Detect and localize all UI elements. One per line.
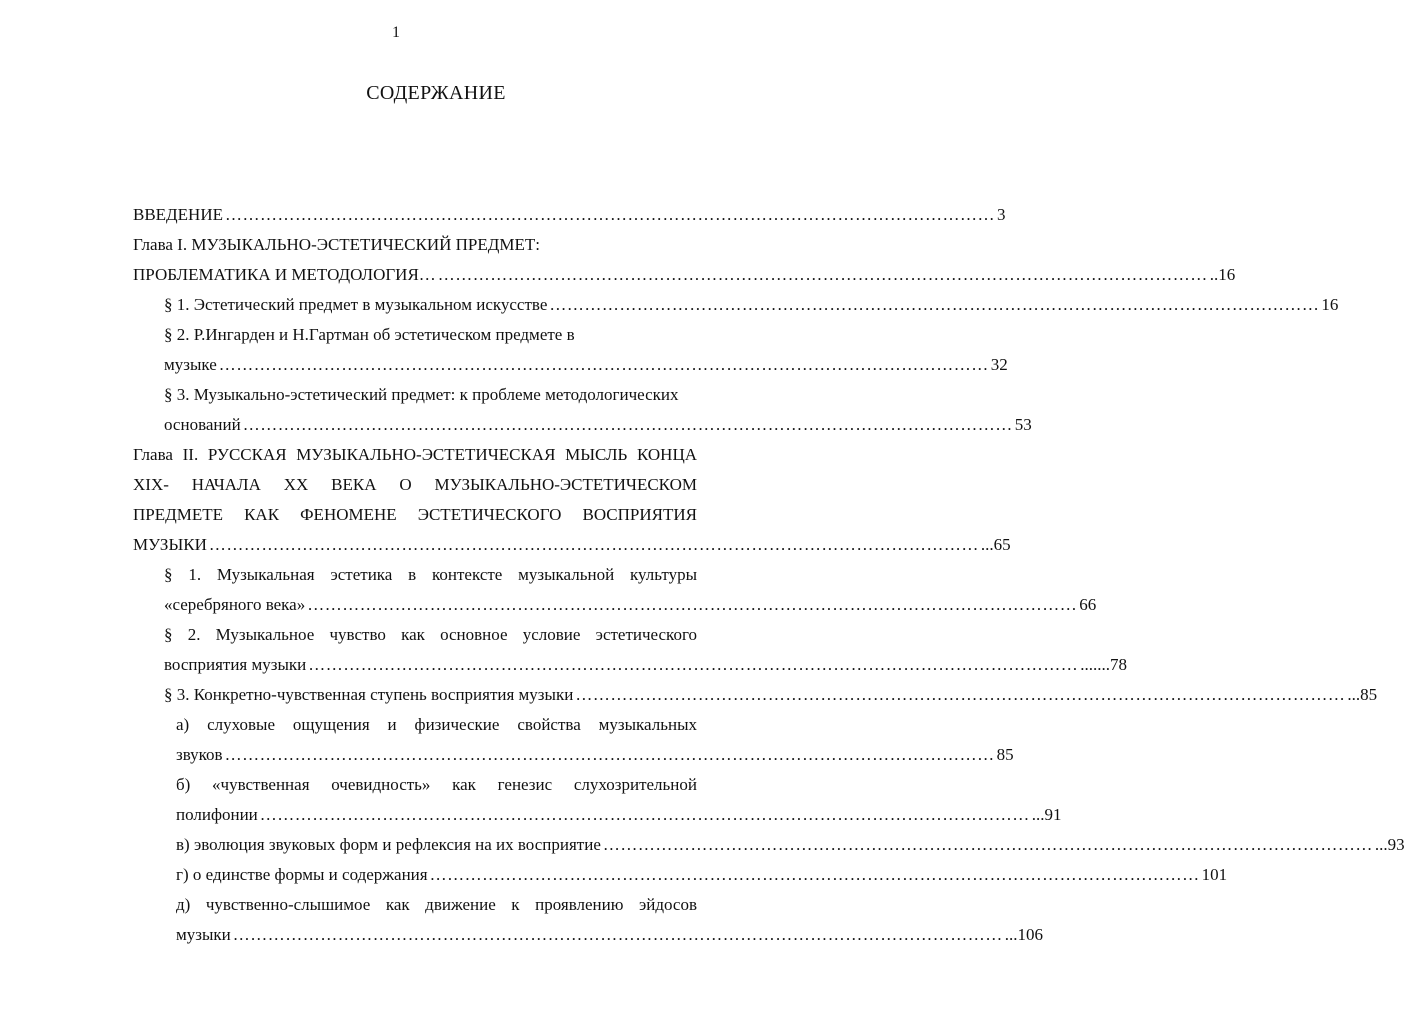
leader-dots: …………………………………………………………………………………………………………………… <box>242 415 1013 434</box>
toc-page-number: ...93 <box>1374 835 1405 854</box>
toc-subsection-g <box>176 860 1228 890</box>
toc-page-number: 66 <box>1079 595 1097 614</box>
toc-entry-text: оснований <box>164 415 241 434</box>
page-number: 1 <box>392 24 400 41</box>
toc-chapter-2-line-3: ПРЕДМЕТЕ КАК ФЕНОМЕНЕ ЭСТЕТИЧЕСКОГО ВОСПРИЯТИЯ <box>133 505 697 524</box>
toc-section-1-3-line-1: § 3. Музыкально-эстетический предмет: к проблеме методологических <box>164 385 679 404</box>
toc-section-1-1 <box>164 290 1339 320</box>
leader-dots: …………………………………………………………………………………………………………………… <box>218 355 989 374</box>
toc-section-1-3-line-2 <box>164 410 1032 440</box>
leader-dots: …………………………………………………………………………………………………………………… <box>259 805 1030 824</box>
leader-dots: …………………………………………………………………………………………………………………… <box>232 925 1003 944</box>
toc-page-number: 101 <box>1201 865 1228 884</box>
toc-chapter-2-line-4 <box>133 530 1011 560</box>
toc-page-number: ...91 <box>1031 805 1062 824</box>
toc-page-number: 16 <box>1321 295 1339 314</box>
toc-page-number: ..16 <box>1209 265 1236 284</box>
toc-subsection-b-line-2 <box>176 800 1062 830</box>
toc-section-1-2-line-2 <box>164 350 1008 380</box>
toc-section-2-1-line-2 <box>164 590 1097 620</box>
toc-entry-intro <box>133 200 1006 230</box>
toc-entry-text: восприятия музыки <box>164 655 307 674</box>
toc-section-2-1-line-1: § 1. Музыкальная эстетика в контексте музыкальной культуры <box>164 565 697 584</box>
toc-entry-text: звуков <box>176 745 223 764</box>
toc-chapter-2-line-2: XIX- НАЧАЛА ХХ ВЕКА О МУЗЫКАЛЬНО-ЭСТЕТИЧЕСКОМ <box>133 475 697 494</box>
leader-dots: …………………………………………………………………………………………………………………… <box>437 265 1208 284</box>
toc-subsection-a-line-2 <box>176 740 1014 770</box>
toc-chapter-1-line-2 <box>133 260 1236 290</box>
toc-section-1-2-line-1: § 2. Р.Ингарден и Н.Гартман об эстетическом предмете в <box>164 325 575 344</box>
toc-entry-text: музыки <box>176 925 231 944</box>
toc-subsection-v <box>176 830 1405 860</box>
toc-section-2-3 <box>164 680 1378 710</box>
toc-section-2-2-line-2 <box>164 650 1127 680</box>
leader-dots: …………………………………………………………………………………………………………………… <box>575 685 1346 704</box>
toc-subsection-d-line-1: д) чувственно-слышимое как движение к проявлению эйдосов <box>176 895 697 914</box>
toc-subsection-d-line-2 <box>176 920 1044 950</box>
toc-page-number: 3 <box>996 205 1006 224</box>
toc-page-number: ...106 <box>1004 925 1044 944</box>
leader-dots: …………………………………………………………………………………………………………………… <box>208 535 979 554</box>
toc-entry-text: в) эволюция звуковых форм и рефлексия на их восприятие <box>176 835 601 854</box>
toc-entry-text: г) о единстве формы и содержания <box>176 865 428 884</box>
toc-entry-text: ПРОБЛЕМАТИКА И МЕТОДОЛОГИЯ… <box>133 265 436 284</box>
toc-page-number: 53 <box>1014 415 1032 434</box>
toc-section-2-2-line-1: § 2. Музыкальное чувство как основное условие эстетического <box>164 625 697 644</box>
toc-entry-text: «серебряного века» <box>164 595 306 614</box>
toc-entry-text: музыке <box>164 355 217 374</box>
toc-chapter-1-line-1: Глава I. МУЗЫКАЛЬНО-ЭСТЕТИЧЕСКИЙ ПРЕДМЕТ: <box>133 235 540 254</box>
toc-page-number: ...85 <box>1347 685 1378 704</box>
toc-entry-text: МУЗЫКИ <box>133 535 207 554</box>
page-title: СОДЕРЖАНИЕ <box>366 82 506 104</box>
leader-dots: …………………………………………………………………………………………………………………… <box>224 745 995 764</box>
toc-entry-text: § 1. Эстетический предмет в музыкальном искусстве <box>164 295 548 314</box>
leader-dots: …………………………………………………………………………………………………………………… <box>307 595 1078 614</box>
toc-page-number: 85 <box>996 745 1014 764</box>
toc-page-number: .......78 <box>1080 655 1127 674</box>
toc-chapter-2-line-1: Глава II. РУССКАЯ МУЗЫКАЛЬНО-ЭСТЕТИЧЕСКАЯ МЫСЛЬ КОНЦА <box>133 445 697 464</box>
toc-subsection-b-line-1: б) «чувственная очевидность» как генезис слухозрительной <box>176 775 697 794</box>
toc-entry-text: § 3. Конкретно-чувственная ступень восприятия музыки <box>164 685 574 704</box>
leader-dots: …………………………………………………………………………………………………………………… <box>429 865 1200 884</box>
leader-dots: …………………………………………………………………………………………………………………… <box>602 835 1373 854</box>
toc-entry-text: ВВЕДЕНИЕ <box>133 205 223 224</box>
leader-dots: …………………………………………………………………………………………………………………… <box>224 205 995 224</box>
toc-subsection-a-line-1: а) слуховые ощущения и физические свойства музыкальных <box>176 715 697 734</box>
toc-page-number: ...65 <box>980 535 1011 554</box>
toc-page-number: 32 <box>990 355 1008 374</box>
leader-dots: …………………………………………………………………………………………………………………… <box>308 655 1079 674</box>
leader-dots: …………………………………………………………………………………………………………………… <box>549 295 1320 314</box>
toc-entry-text: полифонии <box>176 805 258 824</box>
